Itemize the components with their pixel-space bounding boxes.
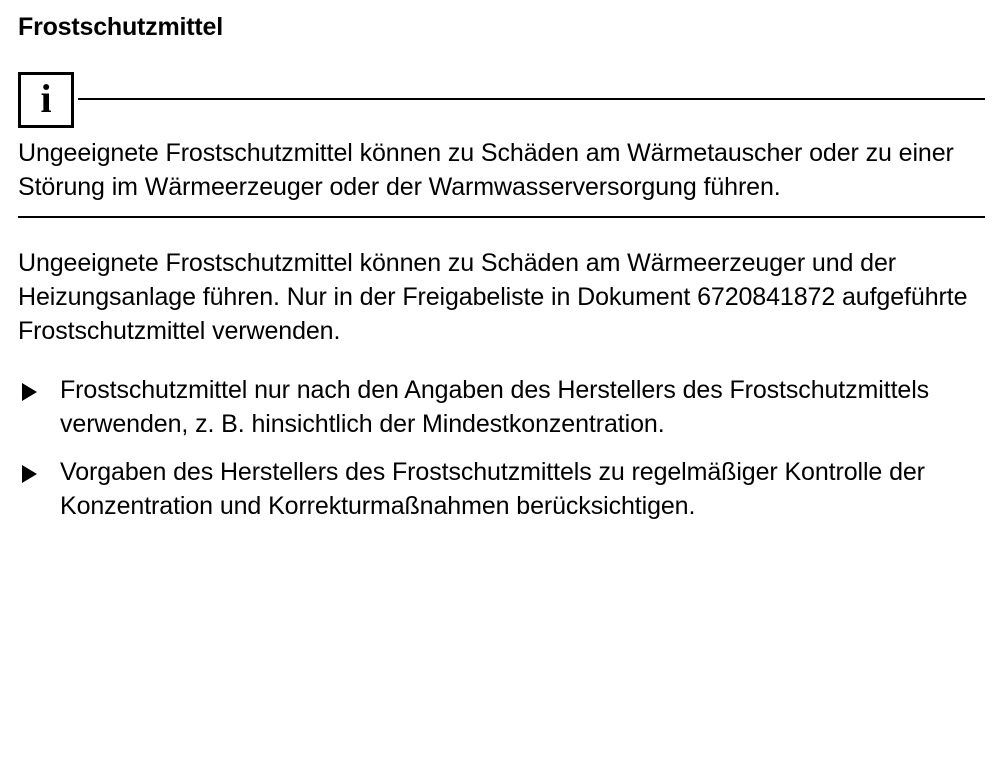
body-paragraph: Ungeeignete Frostschutzmittel können zu Schäden am Wärmeerzeuger und der Heizungsanlage führen. Nur in der Freigabeliste in Dokument 6720841872 aufgeführte Frostschutzmittel verwenden. xyxy=(18,249,968,345)
info-icon-glyph: i xyxy=(40,76,52,121)
page-title: Frostschutzmittel xyxy=(18,13,223,41)
triangle-bullet-icon xyxy=(18,455,60,483)
bullet-list xyxy=(18,373,985,523)
list-item-text: Frostschutzmittel nur nach den Angaben des Herstellers des Frostschutzmittels verwenden, z. B. hinsichtlich der Mindestkonzentration. xyxy=(60,376,930,438)
note-bottom-divider xyxy=(18,216,985,218)
info-note-header xyxy=(18,72,985,128)
info-icon xyxy=(18,72,74,128)
info-note-block xyxy=(18,72,985,218)
note-top-divider xyxy=(78,98,985,100)
triangle-bullet-icon xyxy=(18,373,60,401)
list-item xyxy=(18,373,985,441)
list-item xyxy=(18,455,985,523)
document-page xyxy=(0,12,1003,772)
info-note-text: Ungeeignete Frostschutzmittel können zu Schäden am Wärmetauscher oder zu einer Störung im Wärmeerzeuger oder der Warmwasserversorgung führen. xyxy=(18,139,954,201)
list-item-text: Vorgaben des Herstellers des Frostschutzmittels zu regelmäßiger Kontrolle der Konzentration und Korrekturmaßnahmen berücksichtigen. xyxy=(60,458,925,520)
